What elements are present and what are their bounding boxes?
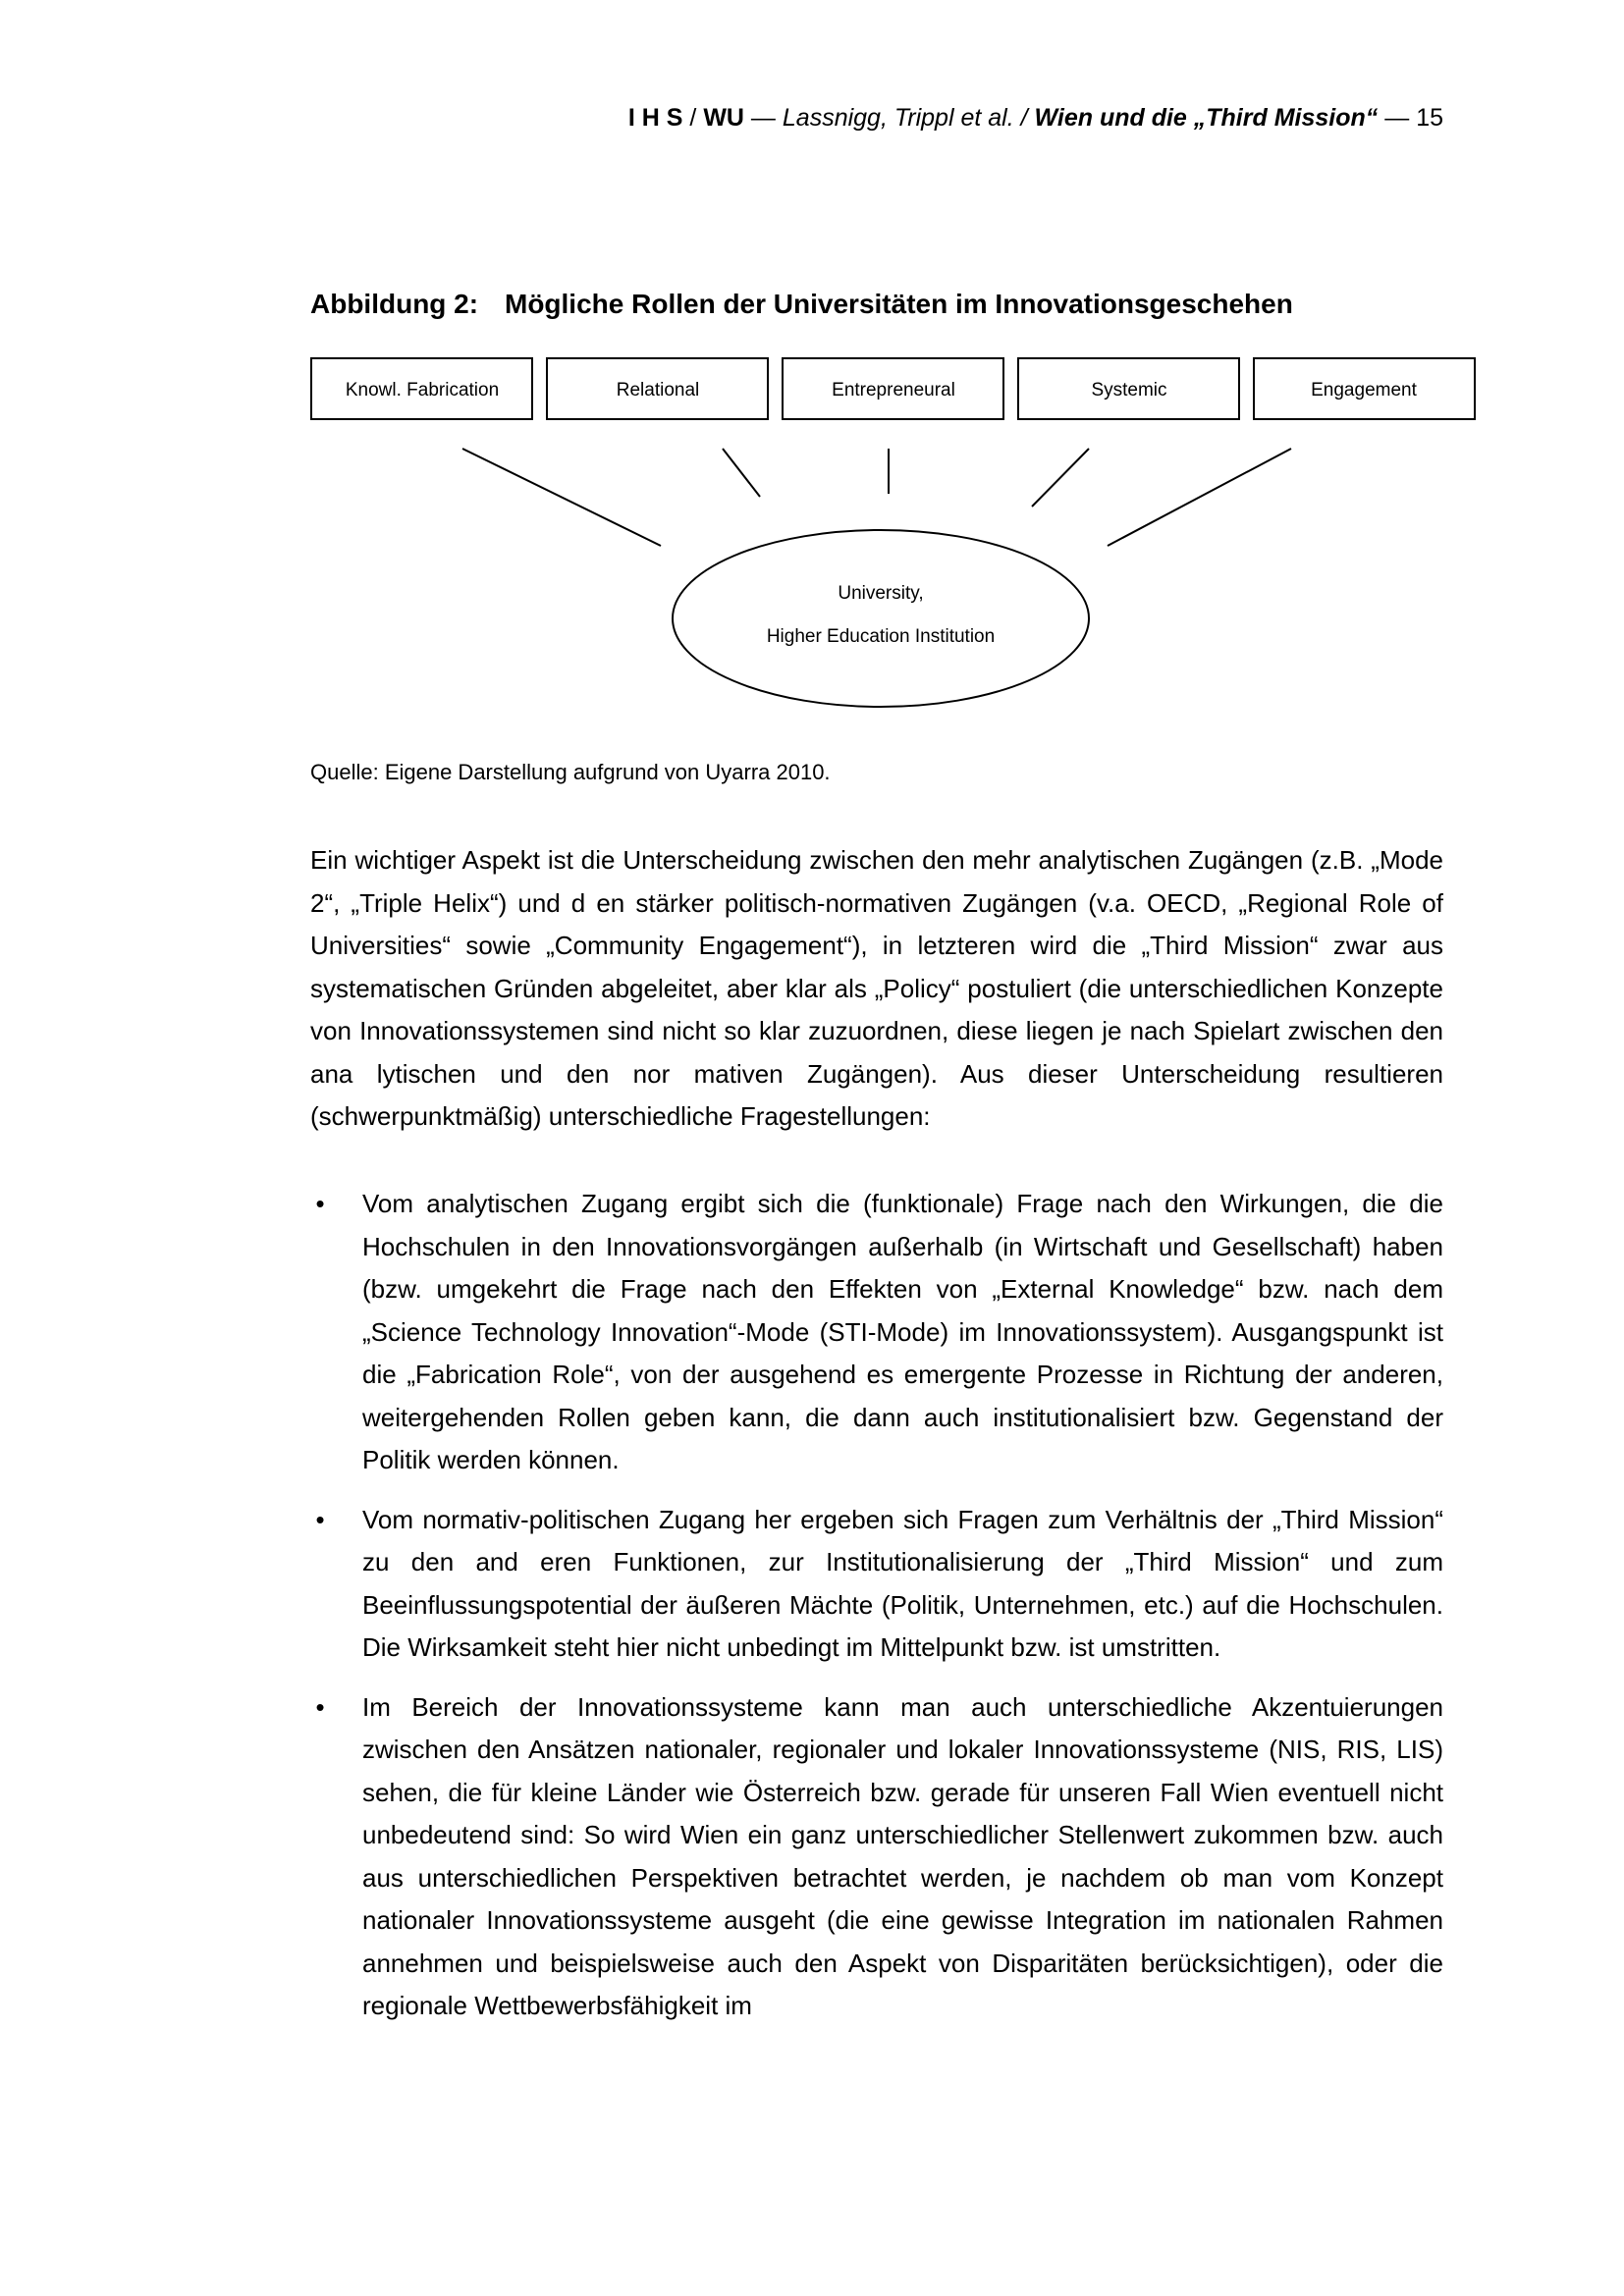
- box-label-entrepreneural: Entrepreneural: [832, 380, 955, 400]
- header-org: I H S: [627, 104, 683, 132]
- roles-diagram: [295, 334, 1483, 726]
- bullet-list: [310, 1183, 1443, 2045]
- center-ellipse: [673, 530, 1089, 707]
- header-dash: —: [743, 104, 783, 132]
- header-dash-2: —: [1378, 104, 1417, 132]
- center-label-line1: University,: [838, 583, 924, 604]
- bullet-icon: •: [315, 1691, 325, 1722]
- connector-line-5: [1108, 449, 1291, 546]
- list-item-text: Vom normativ-politischen Zugang her ergeben sich Fragen zum Verhältnis der „Third Mission“ zu den and eren Funktionen, zur Institutionalisierung der „Third Mission“ und zum Beeinflussungspotential der äußeren Mächte (Politik, Unternehmen, etc.) auf die Hochschulen. Die Wirksamkeit steht hier nicht unbedingt im Mittelpunkt bzw. ist umstritten.: [362, 1504, 1443, 1662]
- center-label-line2: Higher Education Institution: [766, 626, 996, 647]
- list-item-text: Vom analytischen Zugang ergibt sich die (funktionale) Frage nach den Wirkungen, die die Hochschulen in den Innovationsvorgängen außerhalb (in Wirtschaft und Gesellschaft) haben (bzw. umgekehrt die Frage nach den Effekten von „External Knowledge“ bzw. nach dem „Science Technology Innovation“-Mode (STI-Mode) im Innovationssystem). Ausgangspunkt ist die „Fabrication Role“, von der ausgehend es emergente Prozesse in Richtung der anderen, weitergehenden Rollen geben kann, die dann auch institutionalisiert bzw. Gegenstand der Politik werden können.: [362, 1189, 1443, 1474]
- figure-title: [310, 288, 1293, 321]
- box-label-knowl-fabrication: Knowl. Fabrication: [345, 380, 500, 400]
- bullet-icon: •: [315, 1504, 325, 1534]
- paragraph: Ein wichtiger Aspekt ist die Unterscheidung zwischen den mehr analytischen Zugängen (z.B. „Mode 2“, „Triple Helix“) und d en stärker politisch-normativen Zugängen (v.a. OECD, „Regional Role of Universities“ sowie „Community Engagement“), in letzteren wird die „Third Mission“ zwar aus systematischen Gründen abgeleitet, aber klar als „Policy“ postuliert (die unterschiedlichen Konzepte von Innovationssystemen sind nicht so klar zuzuordnen, diese liegen je nach Spielart zwischen den ana lytischen und den nor mativen Zugängen). Aus dieser Unterscheidung resultieren (schwerpunktmäßig) unterschiedliche Fragestellungen:: [310, 845, 1443, 1131]
- page-number: 15: [1416, 104, 1443, 132]
- header-separator: /: [682, 104, 704, 132]
- connector-line-4: [1032, 449, 1089, 507]
- connector-line-2: [723, 449, 760, 497]
- figure-caption: Mögliche Rollen der Universitäten im Innovationsgeschehen: [505, 289, 1293, 319]
- connector-line-1: [462, 449, 661, 546]
- box-label-relational: Relational: [616, 380, 700, 400]
- list-item-text: Im Bereich der Innovationssysteme kann man auch unterschiedliche Akzentuierungen zwischen den Ansätzen nationaler, regionaler und lokaler Innovationssysteme (NIS, RIS, LIS) sehen, die für kleine Länder wie Österreich bzw. gerade für unseren Fall Wien eventuell nicht unbedeutend sind: So wird Wien ein ganz unterschiedlicher Stellenwert zukommen bzw. auch aus unterschiedlichen Perspektiven betrachtet werden, je nachdem ob man vom Konzept nationaler Innovationssysteme ausgeht (die eine gewisse Integration im nationalen Rahmen annehmen und beispielsweise auch den Aspekt von Disparitäten berücksichtigen), oder die regionale Wettbewerbsfähigkeit im: [362, 1691, 1443, 2020]
- header-title: Wien und die „Third Mission“: [1034, 104, 1379, 132]
- list-item: [310, 1686, 1443, 2028]
- list-item: [310, 1183, 1443, 1482]
- bullet-icon: •: [315, 1189, 325, 1218]
- header-org2: WU: [703, 104, 744, 132]
- figure-source: Quelle: Eigene Darstellung aufgrund von Uyarra 2010.: [310, 760, 831, 784]
- list-item: [310, 1499, 1443, 1670]
- box-label-systemic: Systemic: [1091, 380, 1167, 400]
- header-authors: Lassnigg, Trippl et al. /: [782, 104, 1035, 132]
- figure-number: Abbildung 2:: [310, 289, 479, 319]
- running-header: [310, 102, 1443, 133]
- box-label-engagement: Engagement: [1311, 380, 1417, 400]
